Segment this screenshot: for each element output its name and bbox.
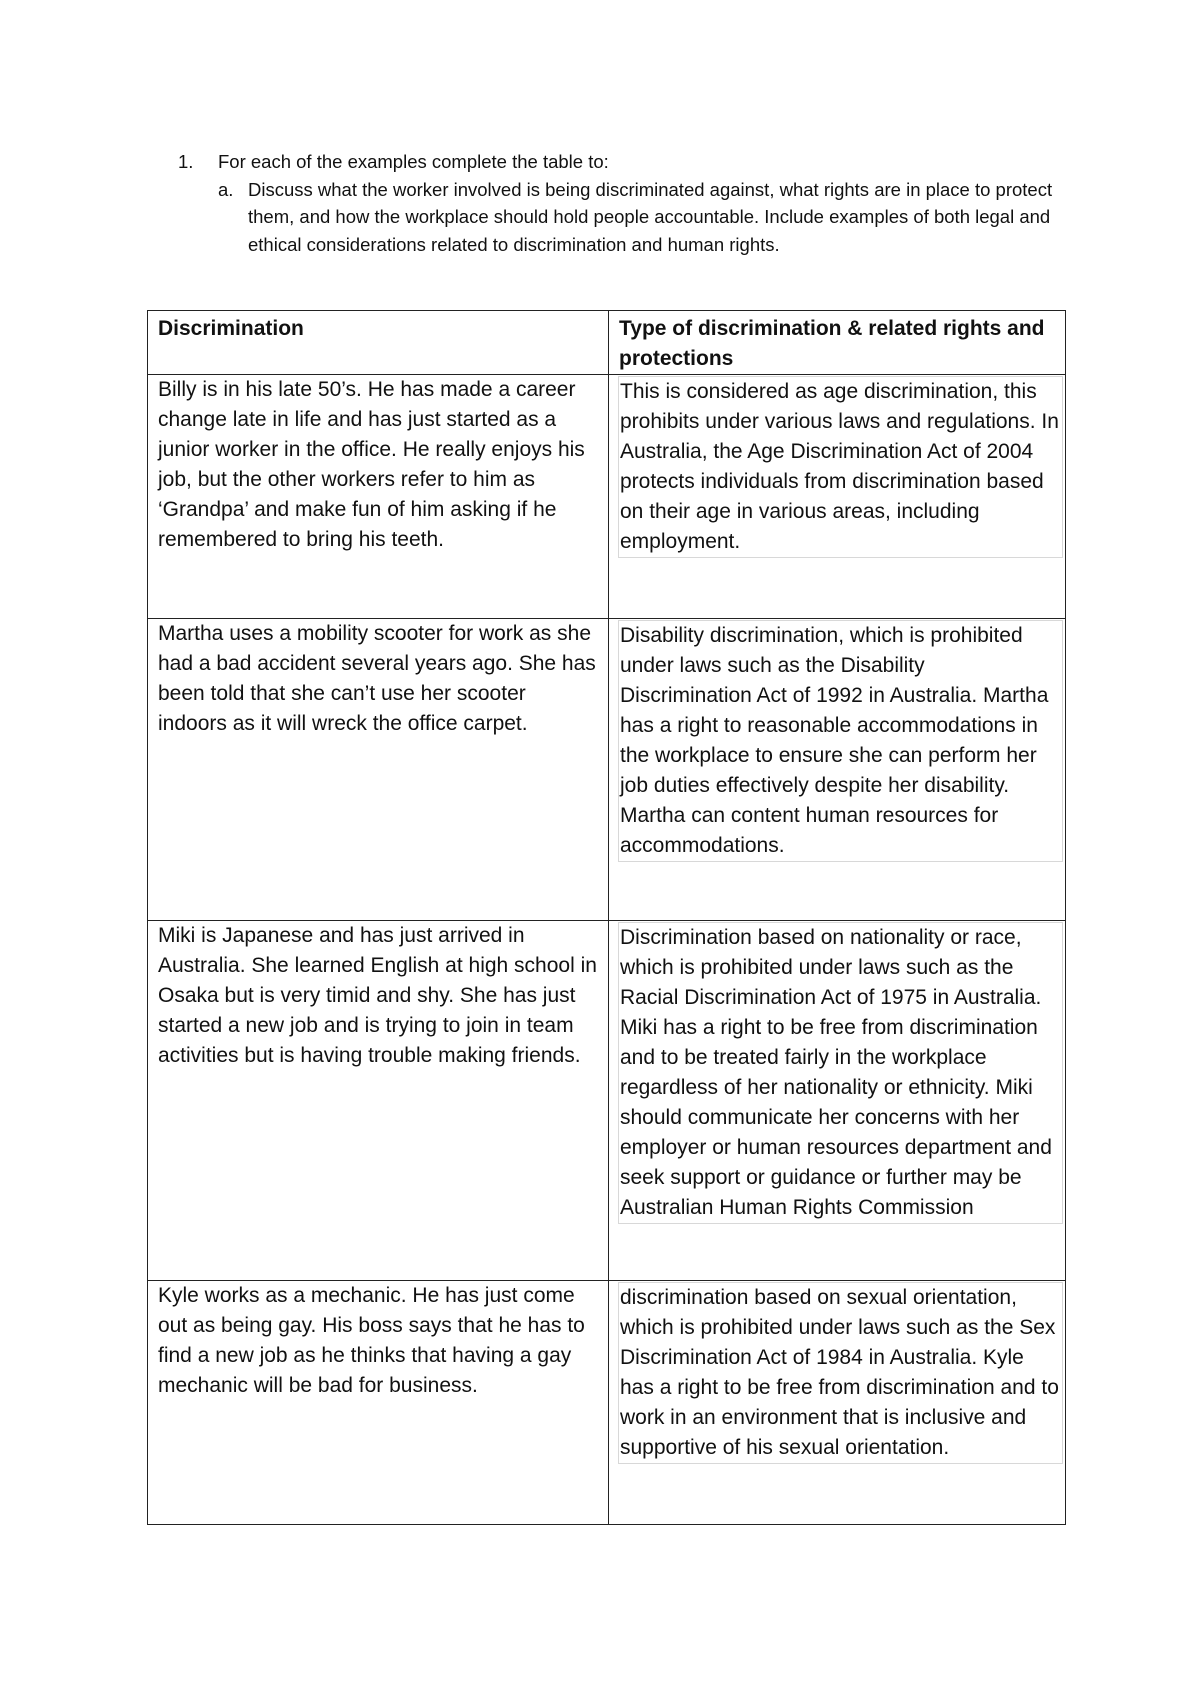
instruction-sub-text: Discuss what the worker involved is being discriminated against, what rights are in place to protect them, and how the workplace should hold people accountable. Include examples of both legal and ethical considerations related to discrimination and human rights. bbox=[248, 178, 1053, 255]
instruction-main: For each of the examples complete the table to: bbox=[218, 151, 609, 172]
response-text-box[interactable]: Disability discrimination, which is prohibited under laws such as the Disability Discrimination Act of 1992 in Australia. Martha has a right to reasonable accommodations in the workplace to ensure she can perform her job duties effectively despite her disability. Martha can content human resources for accommodations. bbox=[618, 620, 1063, 862]
column-header-discrimination: Discrimination bbox=[148, 311, 609, 375]
column-header-type-rights: Type of discrimination & related rights and protections bbox=[609, 311, 1066, 375]
instructions bbox=[178, 148, 1068, 258]
table-row-miki bbox=[148, 921, 1066, 1281]
response-cell bbox=[609, 921, 1066, 1281]
instruction-item-1 bbox=[178, 148, 1068, 176]
response-cell bbox=[609, 375, 1066, 619]
response-text-box[interactable]: Discrimination based on nationality or race, which is prohibited under laws such as the Racial Discrimination Act of 1975 in Australia. Miki has a right to be free from discrimination and to be treated fairly in the workplace regardless of her nationality or ethnicity. Miki should communicate her concerns with her employer or human resources department and seek support or guidance or further may be Australian Human Rights Commission bbox=[618, 922, 1063, 1224]
sub-list-letter: a. bbox=[218, 178, 234, 200]
scenario-cell: Billy is in his late 50’s. He has made a career change late in life and has just started as a junior worker in the office. He really enjoys his job, but the other workers refer to him as ‘Grandpa’ and make fun of him asking if he remembered to bring his teeth. bbox=[148, 375, 609, 619]
table-row-kyle bbox=[148, 1281, 1066, 1525]
table-row-billy bbox=[148, 375, 1066, 619]
discrimination-table bbox=[147, 310, 1066, 1525]
list-number: 1. bbox=[178, 151, 194, 172]
response-text-box[interactable]: discrimination based on sexual orientation, which is prohibited under laws such as the Sex Discrimination Act of 1984 in Australia. Kyle has a right to be free from discrimination and to work in an environment that is inclusive and supportive of his sexual orientation. bbox=[618, 1282, 1063, 1464]
scenario-cell: Miki is Japanese and has just arrived in Australia. She learned English at high school in Osaka but is very timid and shy. She has just started a new job and is trying to join in team activities but is having trouble making friends. bbox=[148, 921, 609, 1281]
response-cell bbox=[609, 619, 1066, 921]
table-row-martha bbox=[148, 619, 1066, 921]
scenario-cell: Kyle works as a mechanic. He has just come out as being gay. His boss says that he has to find a new job as he thinks that having a gay mechanic will be bad for business. bbox=[148, 1281, 609, 1525]
scenario-cell: Martha uses a mobility scooter for work as she had a bad accident several years ago. She has been told that she can’t use her scooter indoors as it will wreck the office carpet. bbox=[148, 619, 609, 921]
response-cell bbox=[609, 1281, 1066, 1525]
response-text-box[interactable]: This is considered as age discrimination, this prohibits under various laws and regulations. In Australia, the Age Discrimination Act of 2004 protects individuals from discrimination based on their age in various areas, including employment. bbox=[618, 376, 1063, 558]
instruction-sub-item-a bbox=[218, 176, 1068, 259]
table-header-row bbox=[148, 311, 1066, 375]
